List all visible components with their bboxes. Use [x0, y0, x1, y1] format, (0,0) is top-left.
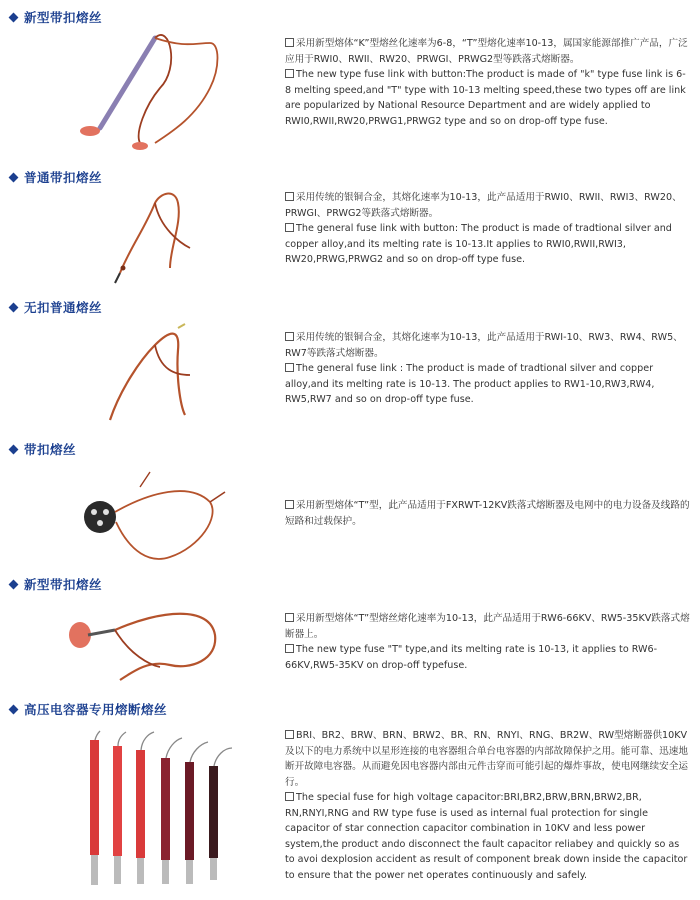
section-heading: [8, 700, 167, 718]
section-description: [285, 330, 690, 408]
description-cn: BRI、BR2、BRW、BRN、BRW2、BR、RN、RNYI、RNG、BR2W、RW型熔断器供10KV及以下的电力系统中以星形连接的电容器组合单台电容器的内部故障保护之用。能可靠、迅速地断开故障电容器。从而避免因电容器内部由元件击穿而可能引起的爆炸事故，使电网继续安全运行。: [285, 730, 688, 788]
description-en: The new type fuse "T" type,and its melting rate is 10-13, it applies to RW6-66KV,RW5-35KV on drop-off typefuse.: [285, 644, 658, 671]
diamond-bullet-icon: [9, 444, 19, 454]
section-title: 普通带扣熔丝: [24, 170, 103, 185]
description-en: The general fuse link with button: The product is made of tradtional silver and copper alloy,and its melting rate is 10-13.It applies to RWI0,RWII,RWI3, RW20,PRWG,PRWG2 and so on drop-off type fuse.: [285, 223, 672, 265]
diamond-bullet-icon: [9, 172, 19, 182]
section-button-fuse: [0, 440, 700, 570]
fuse-link-button-type-k-image: [60, 28, 260, 158]
diamond-bullet-icon: [9, 302, 19, 312]
diamond-bullet-icon: [9, 579, 19, 589]
general-fuse-link-image: [60, 320, 260, 432]
fuse-link-button-type-t-image: [60, 595, 260, 700]
section-heading: [8, 168, 102, 186]
checkbox-bullet-icon: [285, 730, 294, 739]
capacitor-fuse-image: [60, 728, 260, 893]
diamond-bullet-icon: [9, 12, 19, 22]
section-new-button-fuse-t: [0, 575, 700, 700]
general-fuse-link-button-image: [60, 188, 260, 293]
checkbox-bullet-icon: [285, 363, 294, 372]
description-cn: 采用新型熔体“K”型熔丝化速率为6-8，“T”型熔化速率10-13，属国家能源部推广产品，广泛应用于RWI0、RWII、RW20、PRWGI、PRWG2型等跌落式熔断器。: [285, 38, 688, 65]
section-title: 高压电容器专用熔断熔丝: [24, 702, 168, 717]
section-title: 新型带扣熔丝: [24, 10, 103, 25]
description-cn: 采用传统的银铜合金，其熔化速率为10-13，此产品适用于RWI-10、RW3、RW4、RW5、RW7等跌落式熔断器。: [285, 332, 683, 359]
section-title: 带扣熔丝: [24, 442, 77, 457]
section-description: [285, 498, 690, 529]
section-description: [285, 611, 690, 673]
checkbox-bullet-icon: [285, 644, 294, 653]
section-description: [285, 728, 690, 883]
checkbox-bullet-icon: [285, 223, 294, 232]
checkbox-bullet-icon: [285, 500, 294, 509]
section-description: [285, 190, 690, 268]
checkbox-bullet-icon: [285, 332, 294, 341]
checkbox-bullet-icon: [285, 613, 294, 622]
description-en: The special fuse for high voltage capacitor:BRI,BR2,BRW,BRN,BRW2,BR, RN,RNYI,RNG and RW type fuse is used as internal fual protection for single capacitor of star connection capacitor combination in 10KV and less power system,the product ando disconnect the fault capacitor reliabey and quickly so as to avoi dexplosion accident as result of component break down inside the capacitor to ensure that the power net operates continuously and safely.: [285, 792, 688, 881]
checkbox-bullet-icon: [285, 38, 294, 47]
description-en: The new type fuse link with button:The product is made of "k" type fuse link is 6-8 melting speed,and "T" type with 10-13 melting speed,these two types off are link are popularized by National Resource Department and are widely applied to RWI0,RWII,RW20,PRWG1,PRWG2 type and so on drop-off type fuse.: [285, 69, 686, 127]
section-title: 新型带扣熔丝: [24, 577, 103, 592]
checkbox-bullet-icon: [285, 69, 294, 78]
section-capacitor-fuse: [0, 700, 700, 900]
description-cn: 采用新型熔体“T”型熔丝熔化速率为10-13，此产品适用于RW6-66KV、RW5-35KV跌落式熔断器上。: [285, 613, 690, 640]
section-heading: [8, 298, 102, 316]
section-heading: [8, 440, 76, 458]
section-description: [285, 36, 690, 129]
description-en: The general fuse link : The product is made of tradtional silver and copper alloy,and its melting rate is 10-13. The product applies to RW1-10,RW3,RW4, RW5,RW7 and so on drop-off type fuse.: [285, 363, 655, 405]
section-general-button-fuse: [0, 168, 700, 293]
checkbox-bullet-icon: [285, 792, 294, 801]
diamond-bullet-icon: [9, 704, 19, 714]
section-title: 无扣普通熔丝: [24, 300, 103, 315]
description-cn: 采用传统的银铜合金，其熔化速率为10-13，此产品适用于RWI0、RWII、RWI3、RW20、PRWGI、PRWG2等跌落式熔断器。: [285, 192, 682, 219]
section-heading: [8, 8, 102, 26]
fuse-link-disc-button-image: [60, 462, 260, 570]
section-new-button-fuse-k: [0, 8, 700, 158]
section-general-fuse-no-button: [0, 298, 700, 433]
checkbox-bullet-icon: [285, 192, 294, 201]
section-heading: [8, 575, 102, 593]
description-cn: 采用新型熔体“T”型，此产品适用于FXRWT-12KV跌落式熔断器及电网中的电力设备及线路的短路和过载保护。: [285, 500, 690, 527]
